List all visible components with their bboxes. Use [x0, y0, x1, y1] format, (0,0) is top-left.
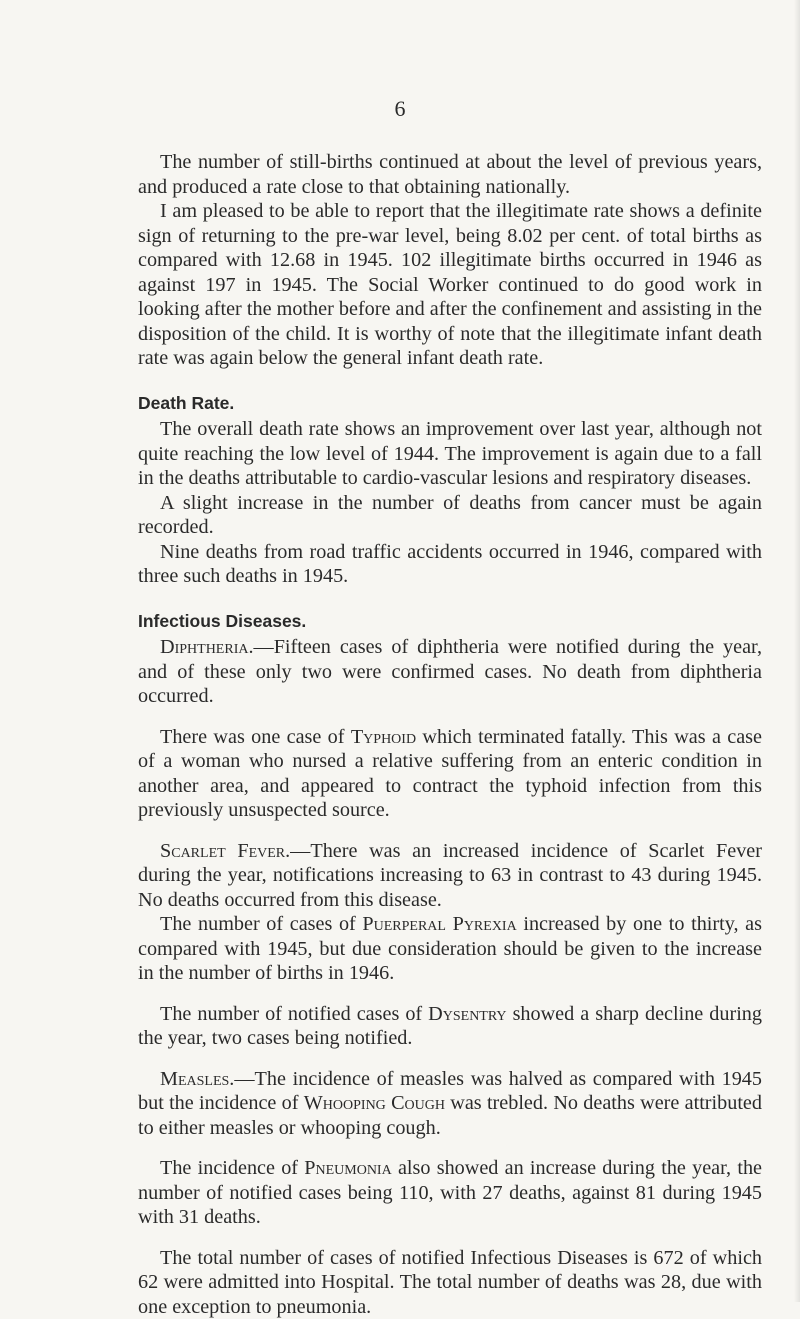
- dysentery-text-before: The number of notified cases of: [160, 1003, 428, 1025]
- pneumonia-paragraph: [138, 1156, 762, 1230]
- page-number: 6: [0, 96, 800, 122]
- typhoid-paragraph: [138, 725, 762, 823]
- dysentery-text-after: showed a sharp decline during the year, two cases being notified.: [138, 1003, 762, 1050]
- scarlet-fever-text: —There was an increased incidence of Scarlet Fever during the year, notifications increasing to 63 in contrast to 43 during 1945. No deaths occurred from this disease.: [138, 840, 762, 911]
- puerperal-paragraph: [138, 912, 762, 986]
- scarlet-fever-paragraph: [138, 839, 762, 913]
- typhoid-text-after: which terminated fatally. This was a case of a woman who nursed a relative suffering from an enteric condition in another area, and appeared to contract the typhoid infection from this previously unsuspected source.: [138, 726, 762, 822]
- puerperal-text-before: The number of cases of: [160, 913, 362, 935]
- diphtheria-term: Diphtheria.: [160, 636, 254, 658]
- measles-text-before: —The incidence of measles was halved as compared with 1945 but the incidence of: [138, 1068, 762, 1115]
- stillbirths-paragraph: The number of still-births continued at about the level of previous years, and produced a rate close to that obtaining nationally.: [138, 150, 762, 199]
- measles-term: Measles.: [160, 1068, 234, 1090]
- road-accidents-paragraph: Nine deaths from road traffic accidents occurred in 1946, compared with three such deaths in 1945.: [138, 540, 762, 589]
- pneumonia-text-after: also showed an increase during the year, the number of notified cases being 110, with 27 deaths, against 81 during 1945 with 31 deaths.: [138, 1157, 762, 1228]
- diphtheria-paragraph: [138, 635, 762, 709]
- total-cases-paragraph: The total number of cases of notified Infectious Diseases is 672 of which 62 were admitted into Hospital. The total number of deaths was 28, due with one exception to pneumonia.: [138, 1246, 762, 1319]
- page-edge-shadow: [794, 0, 800, 1302]
- dysentery-term: Dysentry: [428, 1003, 506, 1025]
- dysentery-paragraph: [138, 1002, 762, 1051]
- diphtheria-text: —Fifteen cases of diphtheria were notified during the year, and of these only two were confirmed cases. No death from diphtheria occurred.: [138, 636, 762, 707]
- measles-text-after: was trebled. No deaths were attributed to either measles or whooping cough.: [138, 1092, 762, 1139]
- typhoid-text-before: There was one case of: [160, 726, 351, 748]
- typhoid-term: Typhoid: [351, 726, 416, 748]
- puerperal-text-after: increased by one to thirty, as compared with 1945, but due consideration should be given to the increase in the number of births in 1946.: [138, 913, 762, 984]
- pneumonia-text-before: The incidence of: [160, 1157, 304, 1179]
- death-rate-paragraph: The overall death rate shows an improvement over last year, although not quite reaching the low level of 1944. The improvement is again due to a fall in the deaths attributable to cardio-vascular lesions and respiratory diseases.: [138, 417, 762, 491]
- document-body: [138, 150, 762, 1319]
- whooping-cough-term: Whooping Cough: [304, 1092, 445, 1114]
- measles-paragraph: [138, 1067, 762, 1141]
- puerperal-term: Puerperal Pyrexia: [362, 913, 516, 935]
- death-rate-heading: Death Rate.: [138, 391, 762, 416]
- infectious-diseases-heading: Infectious Diseases.: [138, 609, 762, 634]
- scarlet-fever-term: Scarlet Fever.: [160, 840, 290, 862]
- illegitimate-paragraph: I am pleased to be able to report that the illegitimate rate shows a definite sign of returning to the pre-war level, being 8.02 per cent. of total births as compared with 12.68 in 1945. 102 illegitimate births occurred in 1946 as against 197 in 1945. The Social Worker continued to do good work in looking after the mother before and after the confinement and assisting in the disposition of the child. It is worthy of note that the illegitimate infant death rate was again below the general infant death rate.: [138, 199, 762, 371]
- cancer-paragraph: A slight increase in the number of deaths from cancer must be again recorded.: [138, 491, 762, 540]
- pneumonia-term: Pneumonia: [304, 1157, 391, 1179]
